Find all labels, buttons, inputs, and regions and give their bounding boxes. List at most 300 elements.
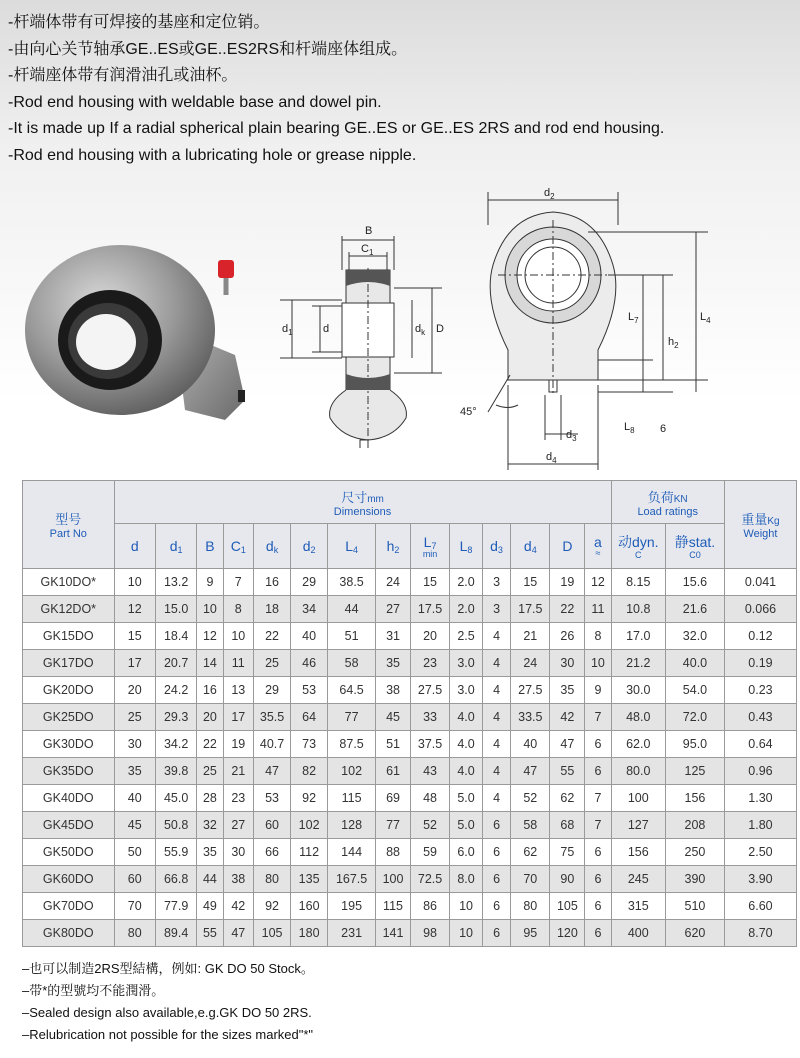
- column-header-sub: 7: [431, 540, 437, 551]
- header-load-en: Load ratings: [637, 505, 698, 518]
- table-cell: 7: [585, 785, 611, 812]
- column-header-sub: 1: [177, 544, 183, 555]
- column-header-main: d: [302, 537, 311, 554]
- table-cell: 15.0: [155, 596, 196, 623]
- footnote: –Relubrication not possible for the sizes marked"*": [22, 1027, 314, 1042]
- table-cell: 105: [550, 893, 585, 920]
- table-cell: 88: [376, 839, 411, 866]
- table-cell: 37.5: [410, 731, 449, 758]
- table-cell: 95: [511, 920, 550, 947]
- table-cell: 14: [197, 650, 223, 677]
- table-cell: 5.0: [450, 812, 483, 839]
- column-header: [585, 524, 611, 569]
- table-cell: 35: [550, 677, 585, 704]
- table-cell: 195: [328, 893, 376, 920]
- label-h2: [668, 336, 679, 350]
- table-cell: 72.5: [410, 866, 449, 893]
- intro-line: -Rod end housing with weldable base and dowel pin.: [8, 93, 382, 111]
- column-header-sub: 2: [310, 544, 316, 555]
- part-number-cell: GK70DO: [23, 893, 115, 920]
- table-cell: 98: [410, 920, 449, 947]
- header-dimensions: [114, 481, 611, 524]
- table-cell: 72.0: [666, 704, 725, 731]
- column-header: [223, 524, 254, 569]
- table-cell: 120: [550, 920, 585, 947]
- label-C1-main: C: [361, 243, 369, 255]
- column-header: [254, 524, 291, 569]
- table-cell: 80: [511, 893, 550, 920]
- intro-line: -杆端座体带有润滑油孔或油杯。: [8, 67, 238, 84]
- table-cell: 64.5: [328, 677, 376, 704]
- table-cell: 42: [223, 893, 254, 920]
- table-cell: 77: [376, 812, 411, 839]
- column-header: [155, 524, 196, 569]
- table-cell: 0.96: [724, 758, 796, 785]
- column-header-sub: 4: [352, 544, 358, 555]
- table-cell: 0.19: [724, 650, 796, 677]
- table-cell: 620: [666, 920, 725, 947]
- table-cell: 0.041: [724, 569, 796, 596]
- table-row: [23, 596, 797, 623]
- table-cell: 0.43: [724, 704, 796, 731]
- column-header-under: C: [635, 550, 642, 560]
- intro-line: -杆端体带有可焊接的基座和定位销。: [8, 14, 270, 31]
- label-d3-main: d: [566, 429, 573, 441]
- table-cell: 25: [114, 704, 155, 731]
- column-header-sub: k: [273, 544, 279, 555]
- label-L4: [700, 311, 711, 325]
- label-d2: [544, 187, 555, 201]
- intro-line: -Rod end housing with a lubricating hole or grease nipple.: [8, 146, 417, 164]
- column-header-sub: 1: [240, 544, 246, 555]
- label-L8-sub: 8: [630, 426, 635, 435]
- table-cell: 60: [254, 812, 291, 839]
- column-header-main: h: [386, 537, 395, 554]
- table-cell: 20: [114, 677, 155, 704]
- table-row: [23, 704, 797, 731]
- table-cell: 0.066: [724, 596, 796, 623]
- table-cell: 40.7: [254, 731, 291, 758]
- table-cell: 5.0: [450, 785, 483, 812]
- column-header-main: L: [345, 537, 353, 554]
- label-d4-sub: 4: [552, 456, 557, 465]
- table-cell: 29: [254, 677, 291, 704]
- table-cell: 390: [666, 866, 725, 893]
- label-h2-main: h: [668, 336, 675, 348]
- table-cell: 17: [223, 704, 254, 731]
- table-cell: 66: [254, 839, 291, 866]
- table-cell: 4.0: [450, 731, 483, 758]
- table-cell: 32: [197, 812, 223, 839]
- table-cell: 38: [223, 866, 254, 893]
- header-load-ratings: [611, 481, 724, 524]
- label-d: d: [323, 323, 330, 335]
- table-cell: 4.0: [450, 758, 483, 785]
- label-L7-main: L: [628, 311, 635, 323]
- table-cell: 27.5: [410, 677, 449, 704]
- table-cell: 15: [410, 569, 449, 596]
- label-d1: [282, 323, 293, 337]
- label-six: 6: [660, 423, 667, 435]
- header-weight-en: Weight: [743, 528, 778, 540]
- table-cell: 2.0: [450, 596, 483, 623]
- header-dims-en: Dimensions: [333, 505, 392, 518]
- table-cell: 50: [114, 839, 155, 866]
- table-cell: 50.8: [155, 812, 196, 839]
- table-cell: 16: [254, 569, 291, 596]
- header-part-no-en: Part No: [49, 528, 87, 540]
- table-cell: 3: [482, 596, 510, 623]
- table-cell: 89.4: [155, 920, 196, 947]
- table-cell: 245: [611, 866, 666, 893]
- table-cell: 66.8: [155, 866, 196, 893]
- table-cell: 4: [482, 758, 510, 785]
- part-number-cell: GK12DO*: [23, 596, 115, 623]
- table-cell: 55.9: [155, 839, 196, 866]
- table-cell: 10: [450, 920, 483, 947]
- table-cell: 47: [223, 920, 254, 947]
- table-cell: 15: [511, 569, 550, 596]
- table-cell: 3.0: [450, 677, 483, 704]
- table-cell: 16: [197, 677, 223, 704]
- table-cell: 8.70: [724, 920, 796, 947]
- table-cell: 4: [482, 785, 510, 812]
- table-cell: 141: [376, 920, 411, 947]
- table-cell: 48.0: [611, 704, 666, 731]
- table-cell: 45: [114, 812, 155, 839]
- table-cell: 55: [197, 920, 223, 947]
- column-header: [114, 524, 155, 569]
- column-header: [291, 524, 328, 569]
- table-cell: 58: [511, 812, 550, 839]
- table-cell: 167.5: [328, 866, 376, 893]
- label-C1-sub: 1: [368, 248, 374, 257]
- table-cell: 21: [223, 758, 254, 785]
- table-row: [23, 623, 797, 650]
- part-number-cell: GK25DO: [23, 704, 115, 731]
- table-cell: 102: [291, 812, 328, 839]
- column-header: [482, 524, 510, 569]
- table-cell: 38.5: [328, 569, 376, 596]
- part-number-cell: GK60DO: [23, 866, 115, 893]
- part-number-cell: GK45DO: [23, 812, 115, 839]
- header-dims-cn: 尺寸: [341, 489, 368, 505]
- part-number-cell: GK15DO: [23, 623, 115, 650]
- label-angle: 45°: [460, 406, 477, 418]
- table-cell: 61: [376, 758, 411, 785]
- column-header: [450, 524, 483, 569]
- table-cell: 8: [223, 596, 254, 623]
- table-cell: 250: [666, 839, 725, 866]
- part-number-cell: GK10DO*: [23, 569, 115, 596]
- table-cell: 30: [550, 650, 585, 677]
- table-cell: 52: [410, 812, 449, 839]
- column-header: [376, 524, 411, 569]
- label-d4-main: d: [546, 451, 553, 463]
- label-dk-sub: k: [421, 328, 426, 337]
- table-cell: 45: [376, 704, 411, 731]
- table-cell: 0.23: [724, 677, 796, 704]
- table-cell: 180: [291, 920, 328, 947]
- table-cell: 53: [254, 785, 291, 812]
- label-d1-sub: 1: [288, 328, 293, 337]
- column-header-main: d: [169, 537, 178, 554]
- table-cell: 12: [114, 596, 155, 623]
- table-cell: 3.90: [724, 866, 796, 893]
- table-cell: 19: [550, 569, 585, 596]
- table-cell: 8: [585, 623, 611, 650]
- front-view-drawing: [448, 180, 718, 480]
- table-cell: 2.50: [724, 839, 796, 866]
- label-C1: [361, 243, 374, 257]
- table-cell: 40: [511, 731, 550, 758]
- column-header-main: d: [130, 538, 139, 554]
- column-header-main: D: [562, 538, 573, 554]
- column-header-main: a: [594, 534, 602, 550]
- table-cell: 24: [376, 569, 411, 596]
- table-cell: 2.0: [450, 569, 483, 596]
- table-cell: 400: [611, 920, 666, 947]
- table-row: [23, 569, 797, 596]
- table-cell: 58: [328, 650, 376, 677]
- table-cell: 30: [114, 731, 155, 758]
- table-cell: 6: [482, 812, 510, 839]
- table-cell: 100: [376, 866, 411, 893]
- table-cell: 0.12: [724, 623, 796, 650]
- table-cell: 10: [450, 893, 483, 920]
- table-cell: 25: [254, 650, 291, 677]
- table-cell: 44: [328, 596, 376, 623]
- table-row: [23, 785, 797, 812]
- table-cell: 27.5: [511, 677, 550, 704]
- table-cell: 20.7: [155, 650, 196, 677]
- table-cell: 38: [376, 677, 411, 704]
- table-cell: 95.0: [666, 731, 725, 758]
- label-h2-sub: 2: [674, 341, 679, 350]
- table-cell: 33.5: [511, 704, 550, 731]
- table-cell: 77.9: [155, 893, 196, 920]
- table-cell: 6: [482, 920, 510, 947]
- table-cell: 125: [666, 758, 725, 785]
- table-cell: 18.4: [155, 623, 196, 650]
- label-d3-sub: 3: [572, 434, 577, 443]
- table-cell: 12: [585, 569, 611, 596]
- table-cell: 160: [291, 893, 328, 920]
- table-cell: 6: [585, 758, 611, 785]
- footnote: –带*的型號均不能潤滑。: [22, 983, 165, 998]
- table-cell: 53: [291, 677, 328, 704]
- table-cell: 315: [611, 893, 666, 920]
- table-cell: 10.8: [611, 596, 666, 623]
- table-cell: 17: [114, 650, 155, 677]
- table-row: [23, 812, 797, 839]
- part-number-cell: GK35DO: [23, 758, 115, 785]
- table-cell: 47: [550, 731, 585, 758]
- column-header: [666, 524, 725, 569]
- column-header-main: B: [205, 538, 215, 554]
- table-cell: 10: [197, 596, 223, 623]
- table-cell: 39.8: [155, 758, 196, 785]
- part-number-cell: GK17DO: [23, 650, 115, 677]
- table-cell: 0.64: [724, 731, 796, 758]
- table-cell: 22: [550, 596, 585, 623]
- table-cell: 10: [223, 623, 254, 650]
- column-header-main: C: [230, 537, 241, 554]
- table-cell: 4: [482, 731, 510, 758]
- table-cell: 77: [328, 704, 376, 731]
- column-header: [328, 524, 376, 569]
- table-row: [23, 839, 797, 866]
- table-cell: 9: [585, 677, 611, 704]
- table-cell: 46: [291, 650, 328, 677]
- table-cell: 29: [291, 569, 328, 596]
- table-cell: 32.0: [666, 623, 725, 650]
- label-B: B: [365, 225, 373, 237]
- part-number-cell: GK50DO: [23, 839, 115, 866]
- table-cell: 34: [291, 596, 328, 623]
- table-cell: 115: [376, 893, 411, 920]
- table-cell: 21.2: [611, 650, 666, 677]
- table-cell: 54.0: [666, 677, 725, 704]
- table-cell: 68: [550, 812, 585, 839]
- column-header-main: L: [459, 537, 468, 554]
- table-cell: 31: [376, 623, 411, 650]
- table-cell: 3: [482, 569, 510, 596]
- table-cell: 92: [254, 893, 291, 920]
- table-cell: 82: [291, 758, 328, 785]
- table-cell: 15: [114, 623, 155, 650]
- table-cell: 35: [197, 839, 223, 866]
- table-cell: 75: [550, 839, 585, 866]
- header-load-unit: KN: [673, 493, 688, 505]
- part-number-cell: GK80DO: [23, 920, 115, 947]
- label-L7-sub: 7: [634, 316, 639, 325]
- table-cell: 25: [197, 758, 223, 785]
- table-cell: 30.0: [611, 677, 666, 704]
- table-cell: 20: [410, 623, 449, 650]
- table-cell: 35: [376, 650, 411, 677]
- table-row: [23, 866, 797, 893]
- header-weight-cn: 重量: [741, 512, 768, 527]
- table-row: [23, 731, 797, 758]
- table-cell: 34.2: [155, 731, 196, 758]
- table-cell: 33: [410, 704, 449, 731]
- label-L4-sub: 4: [706, 316, 711, 325]
- table-cell: 4: [482, 704, 510, 731]
- table-cell: 12: [197, 623, 223, 650]
- column-header-sub: 2: [394, 544, 400, 555]
- table-cell: 6: [585, 866, 611, 893]
- label-L7: [628, 311, 639, 325]
- table-cell: 7: [585, 812, 611, 839]
- table-cell: 4.0: [450, 704, 483, 731]
- table-cell: 208: [666, 812, 725, 839]
- table-cell: 69: [376, 785, 411, 812]
- table-cell: 8.15: [611, 569, 666, 596]
- table-cell: 6: [585, 731, 611, 758]
- header-weight: [724, 481, 796, 569]
- table-cell: 4: [482, 650, 510, 677]
- column-header-under: min: [422, 548, 438, 559]
- footnote: –也可以制造2RS型結構，例如: GK DO 50 Stock。: [22, 961, 314, 976]
- table-cell: 100: [611, 785, 666, 812]
- table-cell: 13: [223, 677, 254, 704]
- column-header-sub: 8: [467, 544, 473, 555]
- product-photo: [20, 235, 265, 455]
- table-cell: 1.80: [724, 812, 796, 839]
- table-cell: 44: [197, 866, 223, 893]
- part-number-cell: GK40DO: [23, 785, 115, 812]
- table-cell: 62: [550, 785, 585, 812]
- table-cell: 40.0: [666, 650, 725, 677]
- table-cell: 62: [511, 839, 550, 866]
- table-cell: 92: [291, 785, 328, 812]
- table-cell: 52: [511, 785, 550, 812]
- table-cell: 144: [328, 839, 376, 866]
- table-cell: 80: [114, 920, 155, 947]
- label-dk: [415, 323, 426, 337]
- column-header-sub: 4: [531, 544, 537, 555]
- table-cell: 26: [550, 623, 585, 650]
- table-cell: 18: [254, 596, 291, 623]
- part-number-cell: GK30DO: [23, 731, 115, 758]
- table-cell: 2.5: [450, 623, 483, 650]
- label-L8-main: L: [624, 421, 631, 433]
- table-cell: 127: [611, 812, 666, 839]
- table-cell: 47: [511, 758, 550, 785]
- table-cell: 86: [410, 893, 449, 920]
- table-cell: 6: [482, 893, 510, 920]
- table-row: [23, 677, 797, 704]
- side-section-drawing: [272, 208, 472, 448]
- table-cell: 28: [197, 785, 223, 812]
- table-cell: 21.6: [666, 596, 725, 623]
- table-cell: 80: [254, 866, 291, 893]
- table-cell: 8.0: [450, 866, 483, 893]
- table-cell: 6.60: [724, 893, 796, 920]
- column-header-sub: 3: [497, 544, 503, 555]
- header-dims-unit: mm: [367, 493, 384, 505]
- table-cell: 510: [666, 893, 725, 920]
- table-cell: 4: [482, 677, 510, 704]
- table-row: [23, 650, 797, 677]
- column-header: [511, 524, 550, 569]
- column-header-under: C0: [689, 550, 701, 560]
- table-cell: 3.0: [450, 650, 483, 677]
- intro-line: -It is made up If a radial spherical plain bearing GE..ES or GE..ES 2RS and rod end housing.: [8, 120, 665, 137]
- header-load-cn: 负荷: [647, 489, 674, 505]
- table-cell: 62.0: [611, 731, 666, 758]
- table-cell: 10: [114, 569, 155, 596]
- table-cell: 19: [223, 731, 254, 758]
- column-header: [197, 524, 223, 569]
- table-row: [23, 920, 797, 947]
- table-cell: 55: [550, 758, 585, 785]
- column-header-main: d: [265, 537, 274, 554]
- table-cell: 112: [291, 839, 328, 866]
- table-cell: 23: [410, 650, 449, 677]
- label-L4-main: L: [700, 311, 707, 323]
- table-cell: 23: [223, 785, 254, 812]
- column-header-main: d: [523, 537, 532, 554]
- table-cell: 135: [291, 866, 328, 893]
- table-cell: 22: [197, 731, 223, 758]
- table-cell: 6: [482, 866, 510, 893]
- table-cell: 20: [197, 704, 223, 731]
- intro-line: -由向心关节轴承GE..ES或GE..ES2RS和杆端座体组成。: [8, 40, 408, 58]
- table-cell: 45.0: [155, 785, 196, 812]
- label-d3: [566, 429, 577, 443]
